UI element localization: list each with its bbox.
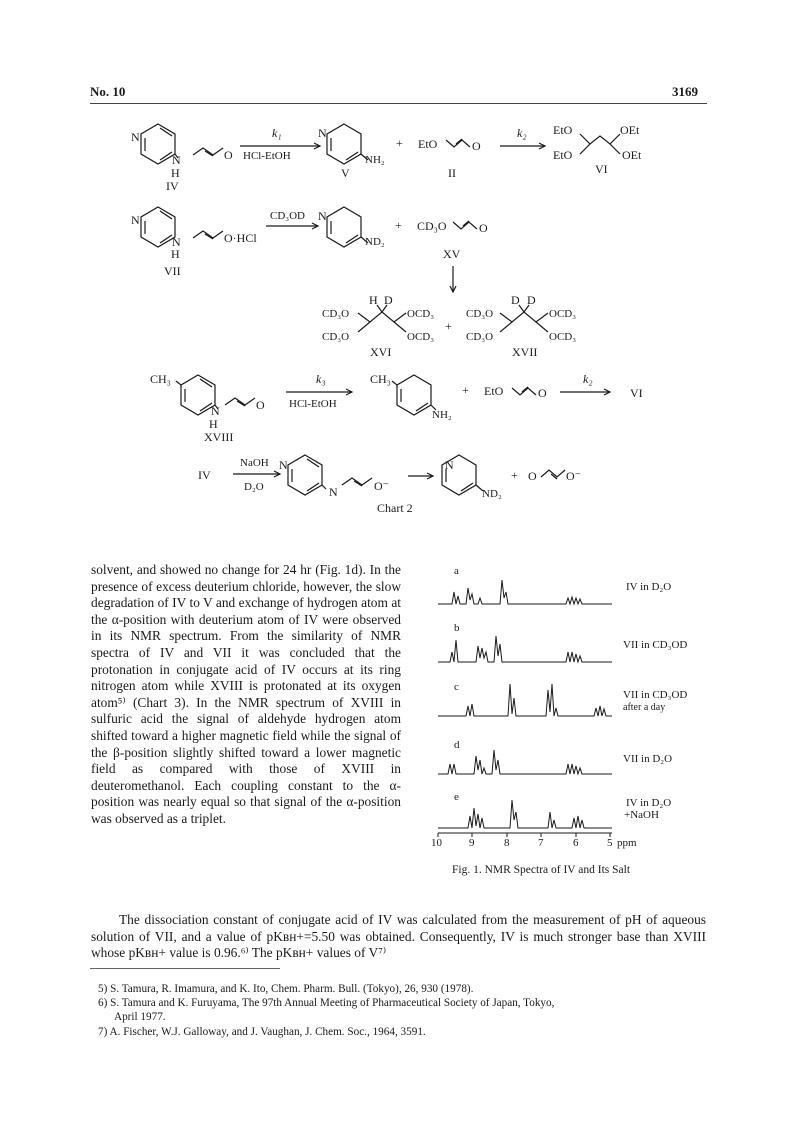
spectrum-a-letter: a xyxy=(454,565,459,577)
pyridine-ring-nd2 xyxy=(327,207,361,247)
r2-prod-nd2: ND₂ xyxy=(365,236,385,248)
r1-ring-n: N xyxy=(131,130,140,144)
r3-d2: D xyxy=(527,293,536,307)
r5-chain-n: N xyxy=(329,485,338,499)
r4-prod-nh2: NH₂ xyxy=(432,409,452,421)
r2-cd3o: CD₃O xyxy=(417,219,447,233)
footnote-text: A. Fischer, W.J. Galloway, and J. Vaughan, J. Chem. Soc., 1964, 3591. xyxy=(109,1026,426,1038)
r2-chain-n: N xyxy=(172,235,181,249)
spectrum-c-trace xyxy=(438,684,612,716)
r4-h: H xyxy=(209,417,218,431)
spectrum-a-label: IV in D₂O xyxy=(626,581,672,593)
spectrum-a-trace xyxy=(438,580,612,604)
r3-br: OCD₃ xyxy=(407,331,435,343)
spectrum-e-label: IV in D₂O xyxy=(626,797,672,809)
r4-plus: + xyxy=(462,383,469,397)
r4-ch3: CH₃ xyxy=(150,372,171,386)
r3-h: H xyxy=(369,293,378,307)
compound-ii-label: II xyxy=(448,166,456,180)
compound-vii-label: VII xyxy=(164,264,181,278)
paragraph-dissociation: The dissociation constant of conjugate acid of IV was calculated from the measurement of pH of aqueous solution of VII, and a value of pKʙʜ+=5.50 was obtained. Consequently, IV is much stronger base than XVIII whose pKʙʜ+ value is 0.96.⁶⁾ The pKʙʜ+ values of V⁷⁾ xyxy=(91,912,706,961)
r4-prod-ch3: CH₃ xyxy=(370,372,391,386)
page-number: 3169 xyxy=(672,84,698,99)
r5-reagent: NaOH xyxy=(240,457,269,469)
r3-d: D xyxy=(384,293,393,307)
r1-chain-n: N xyxy=(172,153,181,167)
r5-chain-o: O⁻ xyxy=(374,479,389,493)
r1-chain-o: O xyxy=(224,148,233,162)
acetal-tl: EtO xyxy=(553,123,573,137)
compound-v-label: V xyxy=(341,166,350,180)
r5-start: IV xyxy=(198,468,211,482)
r5-ring-n: N xyxy=(279,458,288,472)
r4-chain-o: O xyxy=(256,398,265,412)
spectrum-c-letter: c xyxy=(454,681,459,693)
rate-k2: k₂ xyxy=(517,126,527,140)
spectrum-c-label2: after a day xyxy=(623,702,666,713)
r1-prod-nh2: NH₂ xyxy=(365,154,385,166)
tick-6: 6 xyxy=(573,837,579,849)
r1-h: H xyxy=(171,166,180,180)
rate-k1: k₁ xyxy=(272,126,282,140)
r5-prod-n: N xyxy=(445,458,454,472)
footnote-7 xyxy=(98,1025,703,1039)
compound-xv-label: XV xyxy=(443,247,461,261)
r3-tr: OCD₃ xyxy=(407,308,435,320)
r2-conditions: CD₃OD xyxy=(270,210,306,222)
r4-chain-n: N xyxy=(211,404,220,418)
r5-anion-right: O⁻ xyxy=(566,469,581,483)
r1-eto: EtO xyxy=(418,137,438,151)
r5-anion-left: O xyxy=(528,469,537,483)
r3-plus: + xyxy=(445,319,452,333)
acetal-br: OEt xyxy=(622,148,642,162)
pyridine-ring-anion xyxy=(288,455,322,495)
spectrum-e-letter: e xyxy=(454,791,459,803)
spectrum-d-trace xyxy=(438,750,612,774)
r2-prod-n: N xyxy=(318,209,327,223)
footnote-text: April 1977. xyxy=(114,1011,166,1023)
spectrum-b-letter: b xyxy=(454,622,460,634)
compound-xvi-label: XVI xyxy=(370,345,392,359)
r1-plus: + xyxy=(396,136,403,150)
footnote-rule xyxy=(90,968,280,969)
footnote-text: S. Tamura and K. Furuyama, The 97th Annual Meeting of Pharmaceutical Society of Japan, Tokyo, xyxy=(110,997,555,1009)
acetal-tr: OEt xyxy=(620,123,640,137)
tick-5: 5 xyxy=(607,837,613,849)
benzene-ring-xviii xyxy=(181,375,215,415)
footnote-number: 7) xyxy=(98,1026,108,1038)
tick-8: 8 xyxy=(504,837,510,849)
r5-prod-nd2: ND₂ xyxy=(482,488,502,500)
r1-conditions: HCl-EtOH xyxy=(243,150,291,162)
spectrum-b-label: VII in CD₃OD xyxy=(623,639,688,651)
r2-plus: + xyxy=(395,218,402,232)
spectrum-d-label: VII in D₂O xyxy=(623,753,673,765)
footnote-number: 6) xyxy=(98,997,108,1009)
chart-2-caption: Chart 2 xyxy=(377,501,413,515)
benzene-ring-xix xyxy=(397,375,431,415)
r3-tl2: CD₃O xyxy=(466,308,494,320)
pyridine-ring-vii xyxy=(141,207,175,247)
spectrum-c-label: VII in CD₃OD xyxy=(623,689,688,701)
r2-h: H xyxy=(171,247,180,261)
pyridine-ring-iv xyxy=(141,124,175,164)
r3-bl2: CD₃O xyxy=(466,331,494,343)
spectrum-d-letter: d xyxy=(454,739,460,751)
r4-eto: EtO xyxy=(484,384,504,398)
r3-tl: CD₃O xyxy=(322,308,350,320)
r2-ald-o: O xyxy=(479,221,488,235)
full-width-text xyxy=(91,912,706,962)
r1-ald-o: O xyxy=(472,139,481,153)
footnote-5 xyxy=(98,982,703,996)
r3-tr2: OCD₃ xyxy=(549,308,577,320)
r3-bl: CD₃O xyxy=(322,331,350,343)
r2-chain-o: O·HCl xyxy=(224,231,257,245)
r4-conditions: HCl-EtOH xyxy=(289,398,337,410)
compound-vi-label-b: VI xyxy=(630,386,643,400)
r5-solvent: D₂O xyxy=(244,481,264,493)
spectrum-b-trace xyxy=(438,636,612,662)
compound-vi-label: VI xyxy=(595,162,608,176)
r4-ald-o: O xyxy=(538,386,547,400)
r3-d1: D xyxy=(511,293,520,307)
r5-plus: + xyxy=(511,468,518,482)
pyridine-ring-v xyxy=(327,124,361,164)
ppm-unit: ppm xyxy=(617,837,637,849)
rate-k3: k₃ xyxy=(316,372,326,386)
r1-prod-n: N xyxy=(318,126,327,140)
chart-2-scheme xyxy=(0,0,793,500)
left-column-text xyxy=(91,562,401,828)
acetal-bl: EtO xyxy=(553,148,573,162)
rate-k2-b: k₂ xyxy=(583,372,593,386)
compound-iv-label: IV xyxy=(166,179,179,193)
footnote-6 xyxy=(98,996,703,1010)
compound-xviii-label: XVIII xyxy=(204,430,234,444)
figure-1-caption: Fig. 1. NMR Spectra of IV and Its Salt xyxy=(452,864,631,876)
spectrum-e-trace xyxy=(438,800,612,828)
footnote-text: S. Tamura, R. Imamura, and K. Ito, Chem. Pharm. Bull. (Tokyo), 26, 930 (1978). xyxy=(110,983,474,995)
tick-9: 9 xyxy=(469,837,475,849)
footnote-number: 5) xyxy=(98,983,108,995)
tick-7: 7 xyxy=(538,837,544,849)
spectrum-e-label2: +NaOH xyxy=(624,809,659,821)
compound-xvii-label: XVII xyxy=(512,345,538,359)
r3-br2: OCD₃ xyxy=(549,331,577,343)
footnote-6-cont xyxy=(114,1010,719,1024)
running-header-left: No. 10 xyxy=(90,84,126,99)
paragraph: solvent, and showed no change for 24 hr (Fig. 1d). In the presence of excess deuterium chloride, however, the slow degradation of IV to V and exchange of hydrogen atom at the α-position with deuterium atom of IV were observed in its NMR spectrum. From the similarity of NMR spectra of IV and VII it was concluded that the protonation in conjugate acid of IV occurs at its ring nitrogen atom while XVIII is protonated at its oxygen atom⁵⁾ (Chart 3). In the NMR spectrum of XVIII in sulfuric acid the signal of aldehyde hydrogen atom shifted toward a higher magnetic field while the signal of the β-position slightly shifted toward a lower magnetic field as compared with those of XVIII in deuteromethanol. Each coupling constant to the α-position was nearly equal so that signal of the α-position was observed as a triplet. xyxy=(91,562,401,826)
tick-10: 10 xyxy=(431,837,442,849)
r2-ring-n: N xyxy=(131,213,140,227)
